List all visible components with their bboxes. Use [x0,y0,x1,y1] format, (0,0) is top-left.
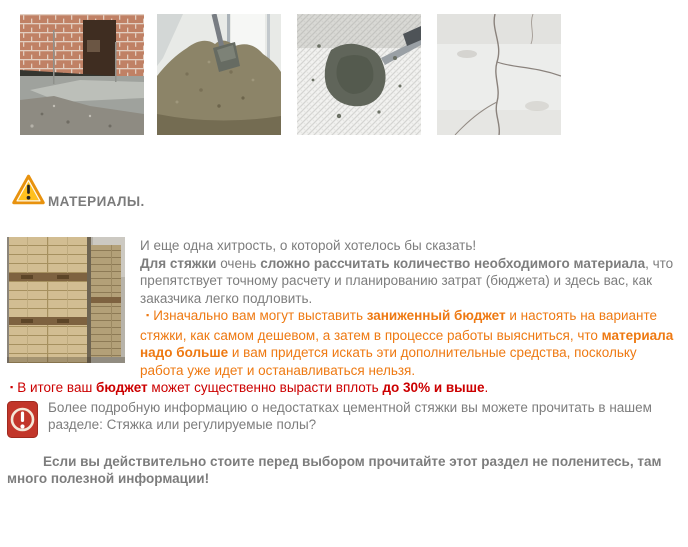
cracked-screed-image [437,14,561,135]
calc-seg-1: очень [216,255,261,271]
result-seg-2: может существенно вырасти вплоть [147,380,383,395]
trick-seg-4: и вам придется искать эти дополнительные средства, поскольку работа уже идет и останавливаться нельзя. [140,345,637,378]
more-info-paragraph [7,399,680,434]
photo-sand-pile[interactable] [157,14,281,135]
more-info-text: Более подробную информацию о недостатках цементной стяжки вы можете прочитать в нашем разделе: Стяжка или регулируемые полы? [48,399,652,432]
final-advice-paragraph [7,453,680,488]
trick-seg-1: заниженный бюджет [366,308,506,323]
materials-heading: МАТЕРИАЛЫ. [48,194,145,209]
trick-seg-3: материала надо больше [140,327,674,360]
mortar-on-mesh-image [297,14,421,135]
screed-floor-room-image [20,14,144,135]
result-seg-4: . [484,380,489,395]
calc-seg-0: Для стяжки [140,255,217,271]
square-bullet-icon: ▪ [10,382,14,392]
calc-seg-2: сложно рассчитать количество необходимого материала [260,255,646,271]
warning-triangle-icon [11,173,46,206]
budget-result-paragraph [7,379,680,399]
result-seg-3: до 30% и выше [382,380,485,395]
photo-screed-floor-room[interactable] [20,14,144,135]
trick-seg-2: и настоять на варианте стяжки, как самом дешевом, а затем в процессе работы выясниться, что [140,308,657,343]
cement-bags-image [7,237,125,363]
photo-cracked-screed[interactable] [437,14,561,135]
result-seg-0: В итоге ваш [17,380,97,395]
calc-seg-3: , что препятствует точному расчету и планированию затрат (бюджета) и здесь вас, как заказчика легко подловить. [140,255,674,306]
trick-seg-0: Изначально вам могут выставить [153,308,367,323]
photo-mortar-on-mesh[interactable] [297,14,421,135]
sand-pile-image [157,14,281,135]
result-seg-1: бюджет [96,380,148,395]
article-body [7,237,680,488]
more-info-block [7,399,680,440]
alert-exclamation-icon [7,401,38,438]
final-advice-text: Если вы действительно стоите перед выбором прочитайте этот раздел не поленитесь, там много полезной информации! [7,453,662,486]
intro-text: И еще одна хитрость, о которой хотелось бы сказать! [140,238,477,253]
square-bullet-icon: ▪ [146,310,150,320]
